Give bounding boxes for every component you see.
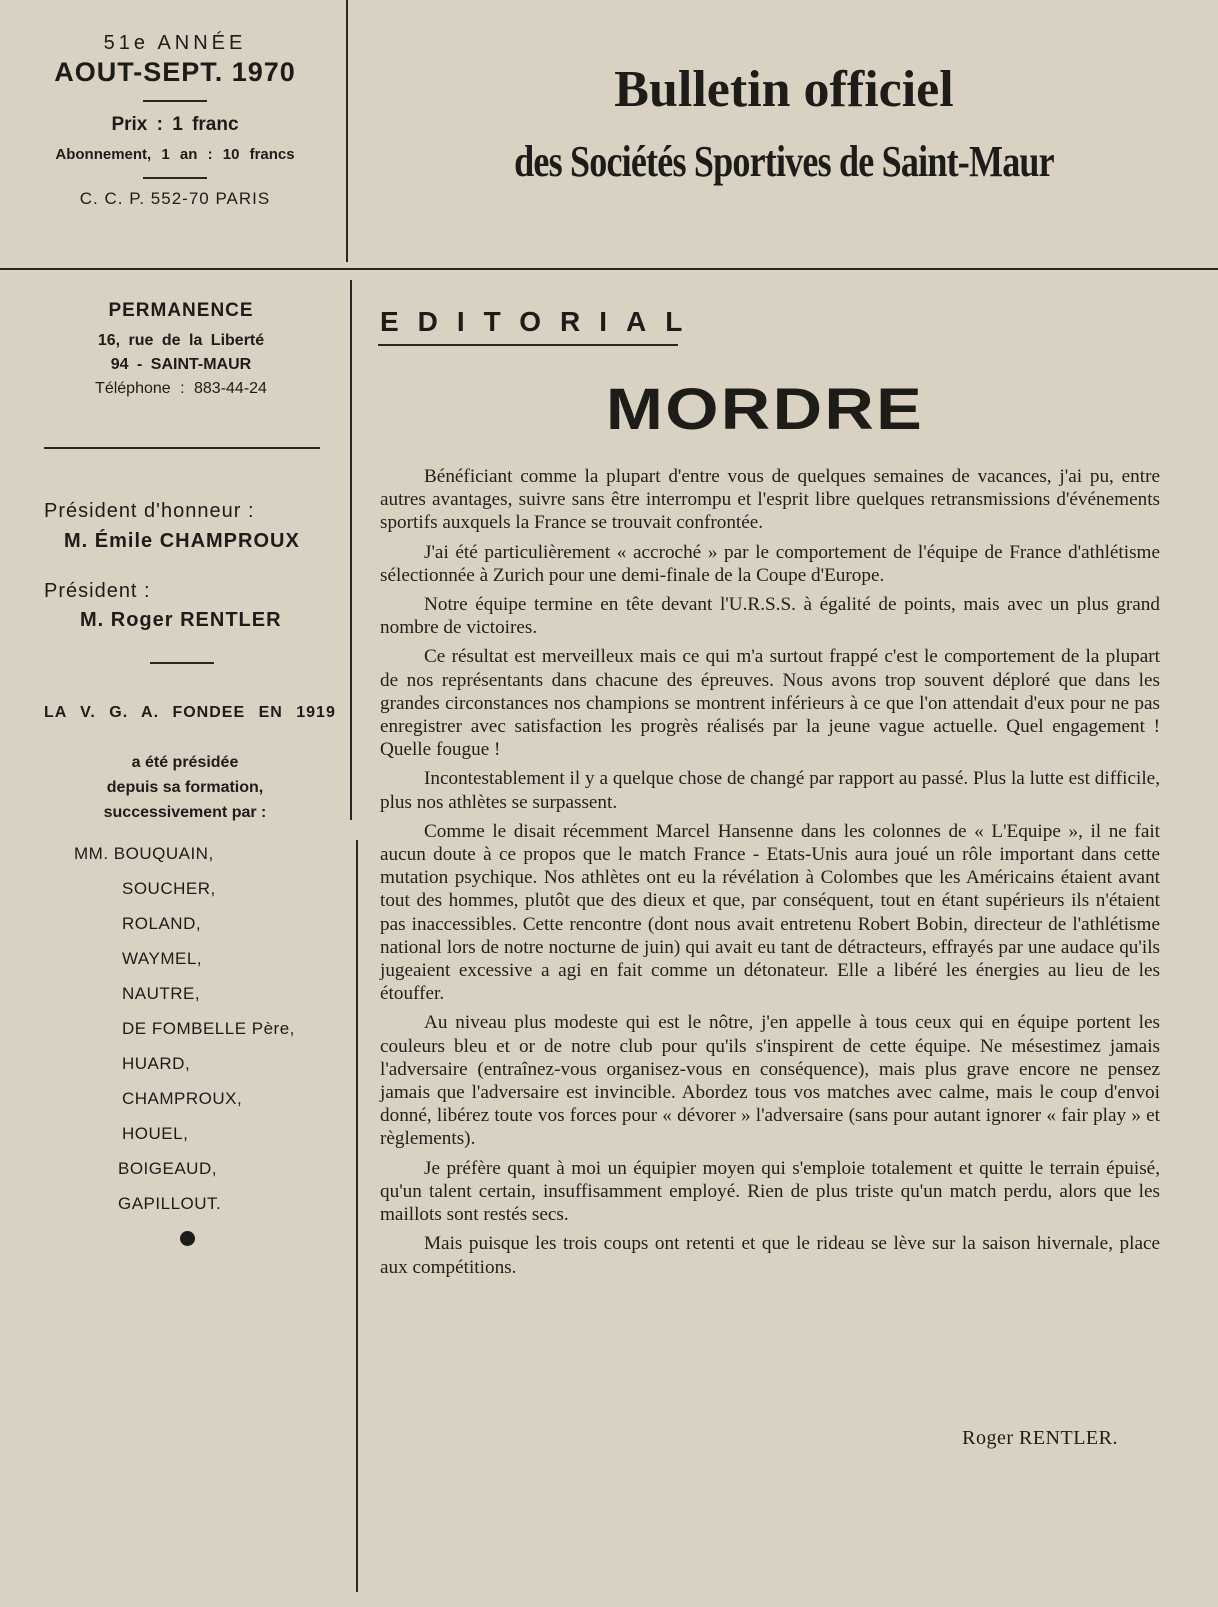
list-item: MM. BOUQUAIN, [74, 844, 214, 863]
section-heading: EDITORIAL [380, 306, 702, 337]
list-item: HUARD, [122, 1054, 191, 1073]
bulletin-subtitle: des Sociétés Sportives de Saint-Maur [514, 137, 1054, 186]
president-name: M. Roger RENTLER [80, 609, 282, 631]
issue-rule-2 [143, 177, 207, 179]
body-vertical-divider-lower [356, 840, 358, 1592]
sidebar-rule-2 [150, 662, 214, 664]
price: Prix : 1 franc [111, 114, 239, 135]
subscription: Abonnement, 1 an : 10 francs [55, 146, 295, 163]
list-item: GAPILLOUT. [118, 1194, 222, 1213]
sidebar-rule-1 [44, 447, 320, 449]
bulletin-title: Bulletin officiel [614, 61, 954, 118]
list-item: DE FOMBELLE Père, [122, 1019, 295, 1038]
article-body [380, 465, 1160, 1285]
president-label: Président : [44, 580, 151, 602]
article-signature: Roger RENTLER. [962, 1427, 1118, 1449]
paragraph: Notre équipe termine en tête devant l'U.R.S.S. à égalité de points, mais avec un plus grand nombre de victoires. [380, 594, 1160, 639]
paragraph: J'ai été particulièrement « accroché » par le comportement de l'équipe de France d'athlétisme sélectionnée à Zurich pour une demi-finale de la Coupe d'Europe. [380, 541, 1160, 586]
list-item: SOUCHER, [122, 879, 216, 898]
issue-rule-1 [143, 100, 207, 102]
honorary-president-name: M. Émile CHAMPROUX [64, 530, 300, 552]
paragraph: Ce résultat est merveilleux mais ce qui m'a surtout frappé c'est le comportement de la plupart de nos représentants dans chacune des épreuves. Nous avons trop souvent déploré que dans les grandes circonstances nos champions se montrent inférieurs à ce que l'on attendait d'eux pour ne pas enregistrer avec satisfaction les progrès réalisés par la jeune vague actuelle. Quel engagement ! Quelle fougue ! [380, 646, 1160, 761]
bullet-ornament [180, 1231, 195, 1246]
presided-line3: successivement par : [103, 804, 267, 821]
address-line2: 94 - SAINT-MAUR [110, 356, 252, 373]
presided-line2: depuis sa formation, [106, 779, 264, 796]
vga-founded: LA V. G. A. FONDEE EN 1919 [44, 704, 336, 721]
article-headline: MORDRE [605, 377, 925, 442]
section-rule [378, 344, 678, 346]
permanence-title: PERMANENCE [108, 300, 254, 321]
paragraph: Bénéficiant comme la plupart d'entre vous de quelques semaines de vacances, j'ai pu, entre autres avantages, suivre sans être interrompu et l'esprit libre quelques retransmissions d'événements sportifs auxquels la France se trouvait confrontée. [380, 466, 1160, 534]
list-item: WAYMEL, [122, 949, 203, 968]
paragraph: Je préfère quant à moi un équipier moyen qui s'emploie totalement et quitte le terrain épuisé, qu'un talent certain, insuffisamment employé. Rien de plus triste qu'un match perdu, alors que les maillots sont restés secs. [380, 1157, 1160, 1226]
paragraph: Au niveau plus modeste qui est le nôtre, j'en appelle à tous ceux qui en équipe portent les couleurs bleu et or de notre club pour qu'ils s'inspirent de cette équipe. Ne mésestimez jamais l'adversaire (entraînez-vous organisez-vous en conséquence), mais plus grave encore ne pensez jamais que l'adversaire est invincible. Abordez tous vos matches avec calme, mais le coup d'envoi donné, libérez toute vos forces pour « dévorer » l'adversaire (sans pour autant ignorer « fair play » et règlements). [380, 1012, 1160, 1150]
paragraph: Comme le disait récemment Marcel Hansenne dans les colonnes de « L'Equipe », il ne fait aucun doute à ce propos que le match France - Etats-Unis aura joué un rôle important dans cette mutation psychique. Nos athlètes ont eu la révélation à Colombes que les Américains étaient avant tout des hommes, plutôt que des dieux et que, par conséquent, tout en étant supérieurs ils n'étaient pas inaccessibles. Cette rencontre (dont nous avait entretenu Robert Bobin, directeur de l'athlétisme national lors de notre nocturne de juin) qui avait eu tant de détracteurs, effrayés par une audace qu'ils jugeaient excessive a agi en fait comme un détonateur. Elle a libéré les énergies au lieu de les étouffer. [380, 820, 1160, 1005]
ccp-account: C. C. P. 552-70 PARIS [79, 189, 271, 208]
issue-date: AOUT-SEPT. 1970 [54, 57, 296, 87]
paragraph: Mais puisque les trois coups ont retenti et que le rideau se lève sur la saison hivernale, place aux compétitions. [380, 1233, 1160, 1278]
list-item: NAUTRE, [122, 984, 201, 1003]
honorary-president-label: Président d'honneur : [44, 500, 255, 522]
paragraph: Incontestablement il y a quelque chose de changé par rapport au passé. Plus la lutte est difficile, plus nos athlètes se surpassent. [380, 768, 1160, 813]
issue-info-box [0, 28, 350, 209]
list-item: CHAMPROUX, [122, 1089, 243, 1108]
issue-year: 51e ANNÉE [103, 32, 247, 54]
presided-text [0, 750, 370, 825]
telephone: Téléphone : 883-44-24 [95, 380, 267, 397]
list-item: ROLAND, [122, 914, 202, 933]
header-horizontal-divider [0, 268, 1218, 270]
address-line1: 16, rue de la Liberté [97, 332, 265, 349]
presided-line1: a été présidée [131, 754, 239, 771]
list-item: HOUEL, [122, 1124, 189, 1143]
list-item: BOIGEAUD, [118, 1159, 217, 1178]
